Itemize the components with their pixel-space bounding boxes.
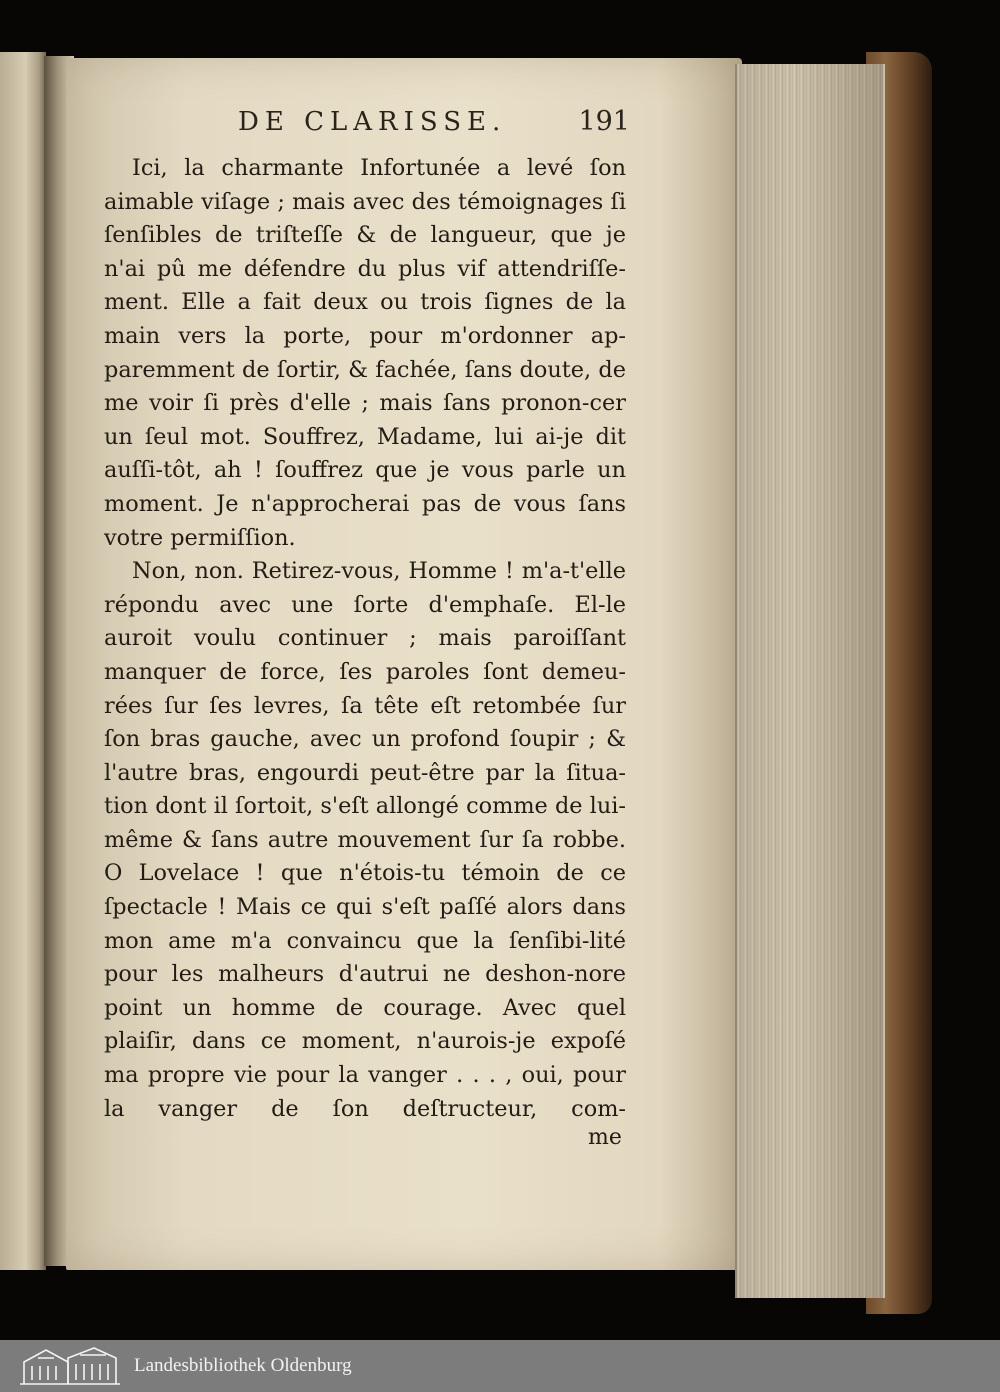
- footer-bar: [0, 1340, 1000, 1392]
- paragraph: Ici, la charmante Infortunée a levé ſon aimable viſage ; mais avec des témoignages ſi ſenſibles de triſteſſe & de langueur, que je n'ai pû me défendre du plus vif attendriſſe-ment. Elle a fait deux ou trois ſignes de la main vers la porte, pour m'ordonner ap-paremment de ſortir, & fachée, ſans doute, de me voir ſi près d'elle ; mais ſans pronon-cer un ſeul mot. Souffrez, Madame, lui ai-je dit auſſi-tôt, ah ! ſouffrez que je vous parle un moment. Je n'approcherai pas de vous ſans votre permiſſion.: [104, 155, 626, 551]
- paragraph: Non, non. Retirez-vous, Homme ! m'a-t'elle répondu avec une ſorte d'emphaſe. El-le auroit voulu continuer ; mais paroiſſant manquer de force, ſes paroles ſont demeu-rées ſur ſes levres, ſa tête eſt retombée ſur ſon bras gauche, avec un profond ſoupir ; & l'autre bras, engourdi peut-être par la ſitua-tion dont il ſortoit, s'eſt allongé comme de lui-même & ſans autre mouvement ſur ſa robbe. O Lovelace ! que n'étois-tu témoin de ce ſpectacle ! Mais ce qui s'eſt paſſé alors dans mon ame m'a convaincu que la ſenſibi-lité pour les malheurs d'autrui ne deshon-nore point un homme de courage. Avec quel plaiſir, dans ce moment, n'aurois-je expoſé ma propre vie pour la vanger . . . , oui, pour la vanger de ſon deſtructeur, com-: [104, 558, 626, 1122]
- library-name: Landesbibliothek Oldenburg: [134, 1355, 352, 1376]
- catchword: me: [588, 1125, 622, 1150]
- running-head: DE CLARISSE.: [238, 107, 507, 137]
- page-number: 191: [578, 106, 630, 137]
- page-header: [238, 106, 630, 146]
- body-text: [104, 152, 626, 1126]
- left-page-edge: [0, 52, 46, 1270]
- fore-edge-shadow: [735, 64, 883, 1298]
- library-building-icon: [18, 1346, 122, 1386]
